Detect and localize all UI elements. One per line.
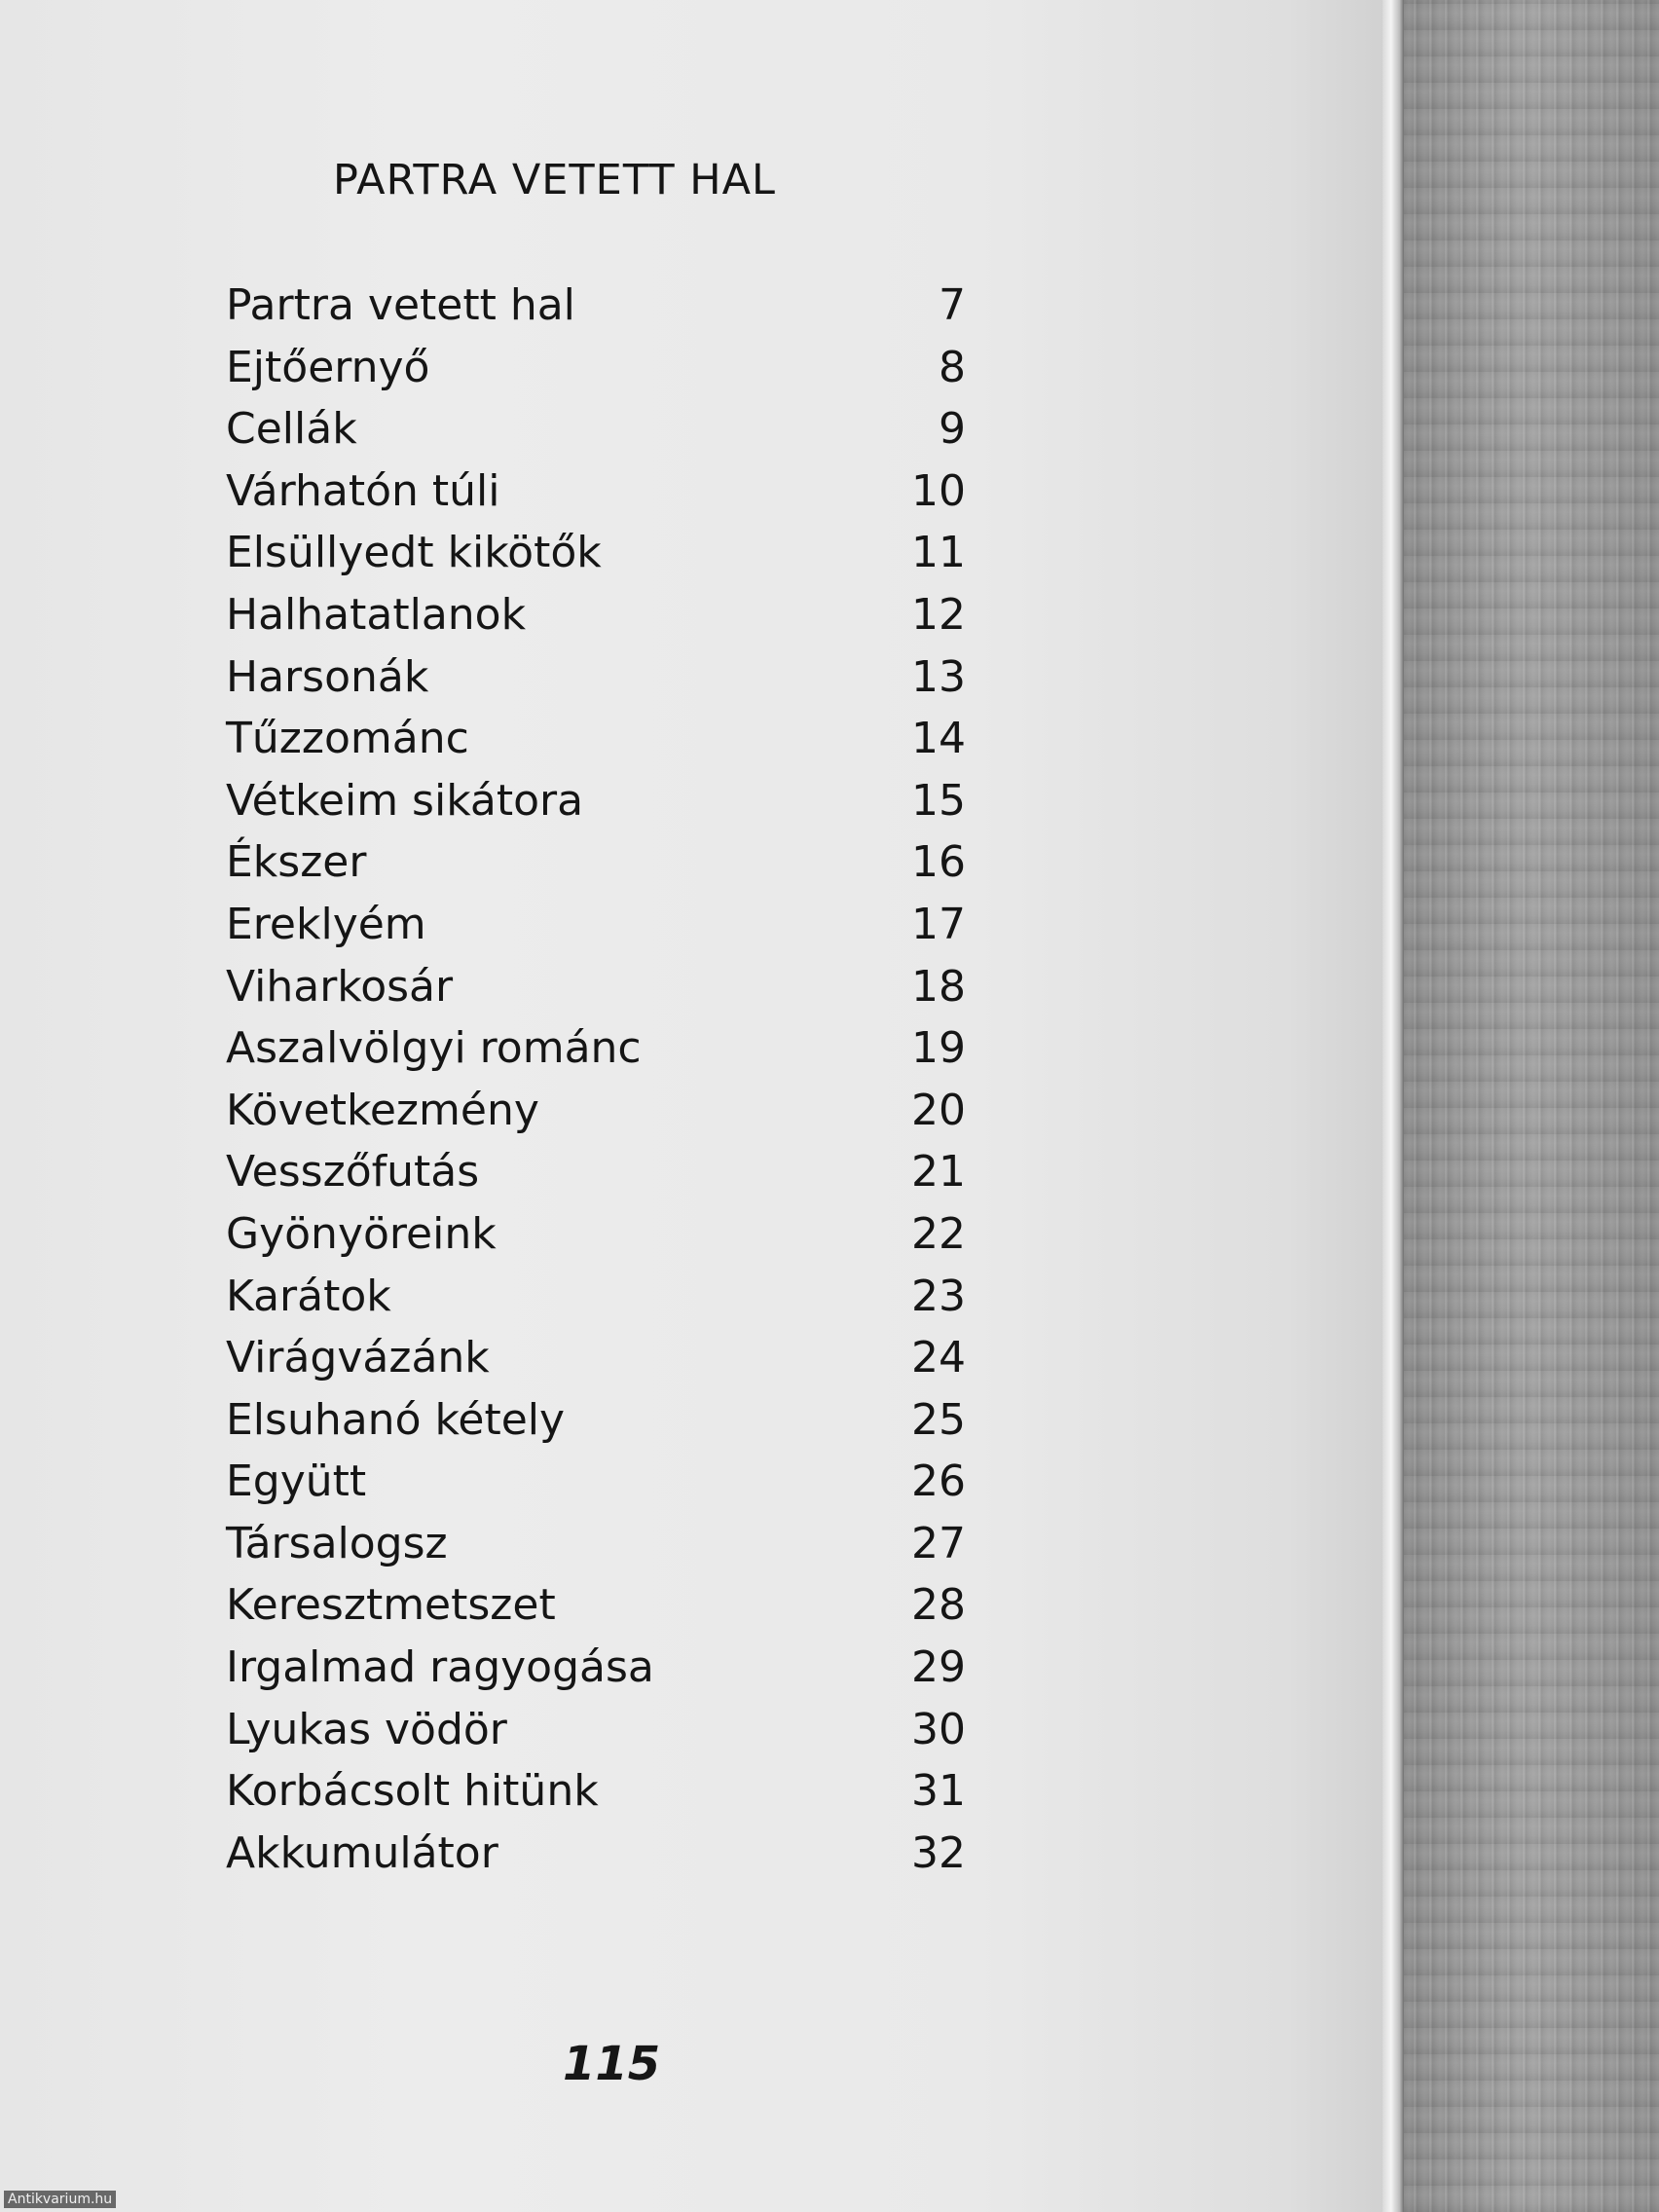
toc-entry-title: Irgalmad ragyogása — [226, 1642, 654, 1693]
toc-entry-page: 20 — [911, 1085, 966, 1135]
toc-entry-title: Ékszer — [226, 837, 367, 888]
toc-entry — [226, 894, 966, 956]
toc-entry-title: Karátok — [226, 1271, 391, 1321]
toc-entry — [226, 461, 966, 523]
toc-entry-page: 31 — [911, 1766, 966, 1817]
toc-entry-title: Társalogsz — [226, 1518, 448, 1568]
toc-entry-page: 10 — [911, 465, 966, 516]
toc-entry-title: Partra vetett hal — [226, 280, 575, 330]
toc-entry-title: Korbácsolt hitünk — [226, 1766, 599, 1817]
toc-entry-title: Gyönyöreink — [226, 1208, 497, 1259]
watermark: Antikvarium.hu — [4, 2191, 116, 2208]
toc-entry — [226, 1760, 966, 1823]
toc-entry — [226, 1389, 966, 1452]
toc-entry-title: Vesszőfutás — [226, 1147, 480, 1198]
page-edge — [1382, 0, 1404, 2212]
toc-entry-title: Ejtőernyő — [226, 342, 430, 392]
toc-entry-title: Viharkosár — [226, 961, 454, 1012]
toc-entry — [226, 1574, 966, 1637]
toc-entry-title: Elsüllyedt kikötők — [226, 528, 602, 578]
toc-entry-title: Várhatón túli — [226, 465, 500, 516]
toc-entry-page: 32 — [911, 1827, 966, 1878]
toc-entry — [226, 1141, 966, 1203]
toc-entry — [226, 522, 966, 584]
toc-entry-page: 13 — [911, 651, 966, 702]
toc-entry-title: Elsuhanó kétely — [226, 1394, 566, 1445]
toc-entry-title: Harsonák — [226, 651, 429, 702]
toc-entry-page: 21 — [911, 1147, 966, 1198]
toc-entry-page: 25 — [911, 1394, 966, 1445]
toc-entry-page: 30 — [911, 1704, 966, 1754]
toc-entry-page: 14 — [911, 714, 966, 764]
toc-entry-page: 12 — [911, 589, 966, 640]
toc-entry-title: Lyukas vödör — [226, 1704, 507, 1754]
toc-entry-page: 15 — [911, 775, 966, 826]
toc-entry-page: 23 — [911, 1271, 966, 1321]
toc-entry-title: Következmény — [226, 1085, 539, 1135]
toc-entry-title: Keresztmetszet — [226, 1580, 556, 1631]
toc-entry-page: 19 — [911, 1023, 966, 1074]
toc-entry-title: Aszalvölgyi románc — [226, 1023, 642, 1074]
toc-entry-page: 29 — [911, 1642, 966, 1693]
toc-entry — [226, 1513, 966, 1575]
toc-entry-page: 24 — [911, 1333, 966, 1383]
toc-entry-title: Tűzzománc — [226, 714, 469, 764]
toc-entry-page: 22 — [911, 1208, 966, 1259]
toc-entry-page: 9 — [939, 404, 966, 455]
toc-entry — [226, 956, 966, 1018]
toc-entry-title: Együtt — [226, 1456, 367, 1507]
toc-entry-page: 18 — [911, 961, 966, 1012]
toc-entry — [226, 1327, 966, 1389]
toc-entry-page: 17 — [911, 899, 966, 949]
toc-entry — [226, 831, 966, 894]
toc-entry — [226, 337, 966, 399]
toc-entry — [226, 708, 966, 770]
toc-entry — [226, 398, 966, 461]
toc-list — [226, 275, 966, 1884]
toc-entry — [226, 1451, 966, 1513]
toc-entry-title: Cellák — [226, 404, 357, 455]
toc-entry-page: 28 — [911, 1580, 966, 1631]
toc-entry-page: 27 — [911, 1518, 966, 1568]
toc-entry-page: 8 — [939, 342, 966, 392]
toc-entry — [226, 1823, 966, 1885]
toc-entry — [226, 275, 966, 337]
toc-entry-title: Akkumulátor — [226, 1827, 498, 1878]
toc-entry-page: 26 — [911, 1456, 966, 1507]
toc-entry — [226, 1637, 966, 1699]
wooden-surface — [1398, 0, 1659, 2212]
toc-entry — [226, 1266, 966, 1328]
toc-entry — [226, 646, 966, 709]
toc-entry — [226, 770, 966, 832]
toc-entry — [226, 1203, 966, 1266]
toc-entry — [226, 1080, 966, 1142]
toc-entry-page: 16 — [911, 837, 966, 888]
toc-entry-page: 11 — [911, 528, 966, 578]
toc-entry-title: Virágvázánk — [226, 1333, 490, 1383]
toc-entry — [226, 584, 966, 646]
page-number: 115 — [563, 2037, 661, 2091]
toc-entry-page: 7 — [939, 280, 966, 330]
toc-entry — [226, 1699, 966, 1761]
section-title: PARTRA VETETT HAL — [333, 156, 776, 204]
toc-entry-title: Vétkeim sikátora — [226, 775, 584, 826]
toc-entry-title: Halhatatlanok — [226, 589, 527, 640]
toc-entry — [226, 1017, 966, 1080]
toc-entry-title: Ereklyém — [226, 899, 426, 949]
